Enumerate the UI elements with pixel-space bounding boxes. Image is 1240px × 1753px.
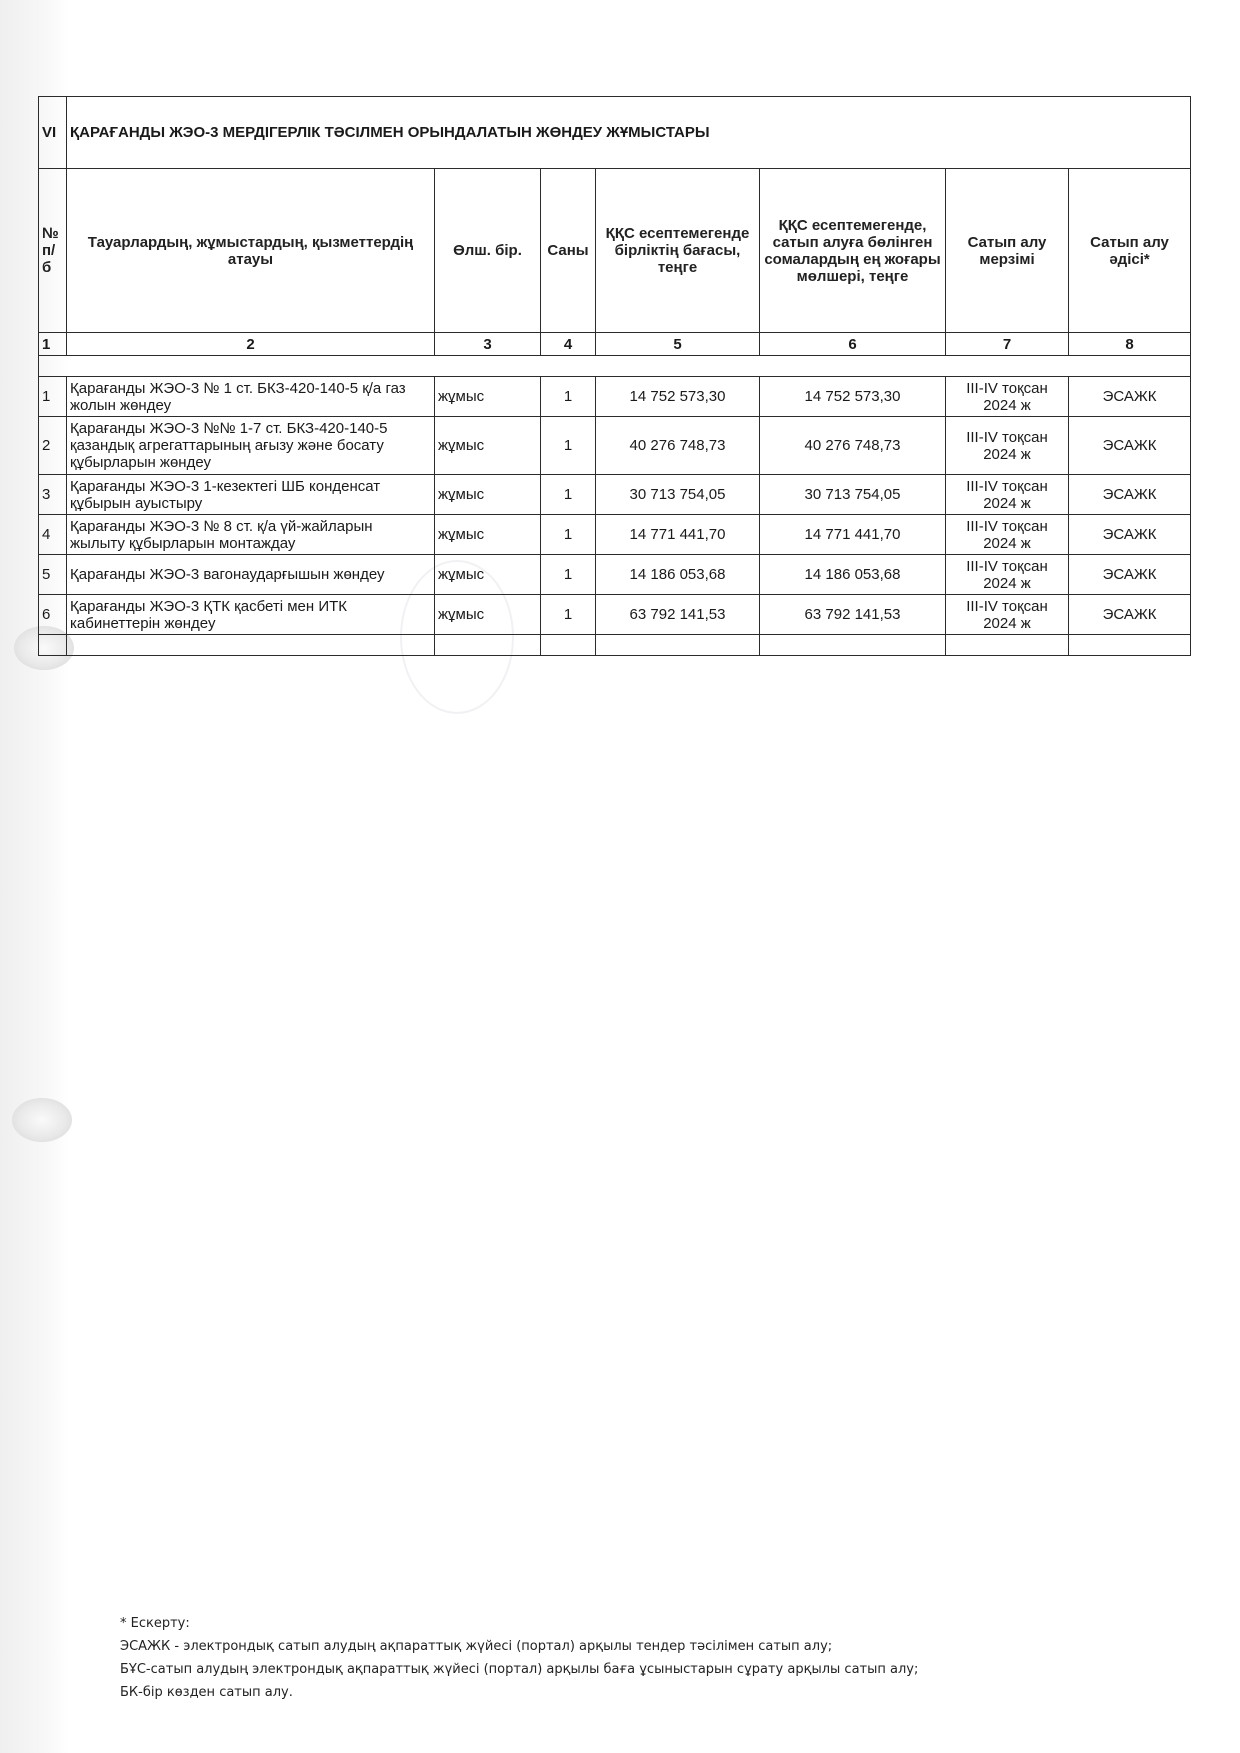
row-sum: 14 186 053,68 bbox=[760, 555, 946, 595]
row-name: Қарағанды ЖЭО-3 ҚТК қасбеті мен ИТК кабинеттерін жөндеу bbox=[67, 595, 435, 635]
header-unit: Өлш. бір. bbox=[435, 169, 541, 333]
row-price: 63 792 141,53 bbox=[596, 595, 760, 635]
table-row bbox=[39, 555, 1191, 595]
row-unit: жұмыс bbox=[435, 595, 541, 635]
row-method: ЭСАЖК bbox=[1069, 555, 1191, 595]
procurement-table bbox=[38, 96, 1191, 656]
table-row bbox=[39, 595, 1191, 635]
row-method: ЭСАЖК bbox=[1069, 417, 1191, 475]
spacer-row bbox=[39, 356, 1191, 377]
column-number: 4 bbox=[541, 333, 596, 356]
empty-cell bbox=[946, 635, 1069, 656]
header-price: ҚҚС есептемегенде бірліктің бағасы, теңге bbox=[596, 169, 760, 333]
footnote bbox=[120, 1612, 918, 1704]
row-sum: 14 771 441,70 bbox=[760, 515, 946, 555]
row-qty: 1 bbox=[541, 377, 596, 417]
table-row bbox=[39, 377, 1191, 417]
row-sum: 63 792 141,53 bbox=[760, 595, 946, 635]
row-unit: жұмыс bbox=[435, 515, 541, 555]
row-price: 14 752 573,30 bbox=[596, 377, 760, 417]
row-unit: жұмыс bbox=[435, 377, 541, 417]
row-sum: 14 752 573,30 bbox=[760, 377, 946, 417]
section-number: VI bbox=[39, 97, 67, 169]
empty-cell bbox=[39, 635, 67, 656]
row-number: 1 bbox=[39, 377, 67, 417]
table-row bbox=[39, 417, 1191, 475]
table-row bbox=[39, 515, 1191, 555]
spacer-cell bbox=[39, 356, 1191, 377]
footnote-line: ЭСАЖК - электрондық сатып алудың ақпараттық жүйесі (портал) арқылы тендер тәсілімен сатып алу; bbox=[120, 1639, 833, 1654]
column-number: 5 bbox=[596, 333, 760, 356]
row-period: III-IV тоқсан 2024 ж bbox=[946, 515, 1069, 555]
table-row bbox=[39, 475, 1191, 515]
row-name: Қарағанды ЖЭО-3 №№ 1-7 ст. БКЗ-420-140-5 қазандық агрегаттарының ағызу және босату құбырларын жөндеу bbox=[67, 417, 435, 475]
empty-cell bbox=[760, 635, 946, 656]
row-number: 4 bbox=[39, 515, 67, 555]
row-price: 14 186 053,68 bbox=[596, 555, 760, 595]
row-method: ЭСАЖК bbox=[1069, 377, 1191, 417]
empty-cell bbox=[596, 635, 760, 656]
row-number: 3 bbox=[39, 475, 67, 515]
empty-cell bbox=[67, 635, 435, 656]
row-period: III-IV тоқсан 2024 ж bbox=[946, 475, 1069, 515]
row-qty: 1 bbox=[541, 417, 596, 475]
section-title: ҚАРАҒАНДЫ ЖЭО-3 МЕРДІГЕРЛІК ТӘСІЛМЕН ОРЫНДАЛАТЫН ЖӨНДЕУ ЖҰМЫСТАРЫ bbox=[67, 97, 1191, 169]
header-method: Сатып алу әдісі* bbox=[1069, 169, 1191, 333]
row-name: Қарағанды ЖЭО-3 вагонаударғышын жөндеу bbox=[67, 555, 435, 595]
row-number: 6 bbox=[39, 595, 67, 635]
header-period: Сатып алу мерзімі bbox=[946, 169, 1069, 333]
row-period: III-IV тоқсан 2024 ж bbox=[946, 377, 1069, 417]
row-name: Қарағанды ЖЭО-3 1-кезектегі ШБ конденсат құбырын ауыстыру bbox=[67, 475, 435, 515]
row-unit: жұмыс bbox=[435, 475, 541, 515]
row-qty: 1 bbox=[541, 595, 596, 635]
empty-cell bbox=[1069, 635, 1191, 656]
row-unit: жұмыс bbox=[435, 555, 541, 595]
row-name: Қарағанды ЖЭО-3 № 8 ст. қ/а үй-жайларын жылыту құбырларын монтаждау bbox=[67, 515, 435, 555]
row-sum: 30 713 754,05 bbox=[760, 475, 946, 515]
row-sum: 40 276 748,73 bbox=[760, 417, 946, 475]
row-qty: 1 bbox=[541, 555, 596, 595]
row-period: III-IV тоқсан 2024 ж bbox=[946, 417, 1069, 475]
header-name: Тауарлардың, жұмыстардың, қызметтердің атауы bbox=[67, 169, 435, 333]
row-method: ЭСАЖК bbox=[1069, 595, 1191, 635]
row-period: III-IV тоқсан 2024 ж bbox=[946, 555, 1069, 595]
footnote-title: * Ескерту: bbox=[120, 1616, 190, 1631]
row-name: Қарағанды ЖЭО-3 № 1 ст. БКЗ-420-140-5 қ/а газ жолын жөндеу bbox=[67, 377, 435, 417]
column-number: 8 bbox=[1069, 333, 1191, 356]
column-number: 6 bbox=[760, 333, 946, 356]
footnote-line: БК-бір көзден сатып алу. bbox=[120, 1685, 293, 1700]
empty-row bbox=[39, 635, 1191, 656]
section-row bbox=[39, 97, 1191, 169]
row-method: ЭСАЖК bbox=[1069, 475, 1191, 515]
column-number: 3 bbox=[435, 333, 541, 356]
empty-cell bbox=[541, 635, 596, 656]
row-price: 30 713 754,05 bbox=[596, 475, 760, 515]
row-qty: 1 bbox=[541, 475, 596, 515]
header-num: № п/б bbox=[39, 169, 67, 333]
row-number: 2 bbox=[39, 417, 67, 475]
column-number: 2 bbox=[67, 333, 435, 356]
row-unit: жұмыс bbox=[435, 417, 541, 475]
column-number: 7 bbox=[946, 333, 1069, 356]
row-price: 14 771 441,70 bbox=[596, 515, 760, 555]
empty-cell bbox=[435, 635, 541, 656]
row-number: 5 bbox=[39, 555, 67, 595]
row-qty: 1 bbox=[541, 515, 596, 555]
row-price: 40 276 748,73 bbox=[596, 417, 760, 475]
header-qty: Саны bbox=[541, 169, 596, 333]
header-sum: ҚҚС есептемегенде, сатып алуға бөлінген сомалардың ең жоғары мөлшері, теңге bbox=[760, 169, 946, 333]
row-method: ЭСАЖК bbox=[1069, 515, 1191, 555]
punch-hole-bottom bbox=[12, 1098, 72, 1142]
column-number: 1 bbox=[39, 333, 67, 356]
column-number-row bbox=[39, 333, 1191, 356]
row-period: III-IV тоқсан 2024 ж bbox=[946, 595, 1069, 635]
footnote-line: БҰС-сатып алудың электрондық ақпараттық жүйесі (портал) арқылы баға ұсыныстарын сұрату арқылы сатып алу; bbox=[120, 1662, 919, 1677]
header-row bbox=[39, 169, 1191, 333]
